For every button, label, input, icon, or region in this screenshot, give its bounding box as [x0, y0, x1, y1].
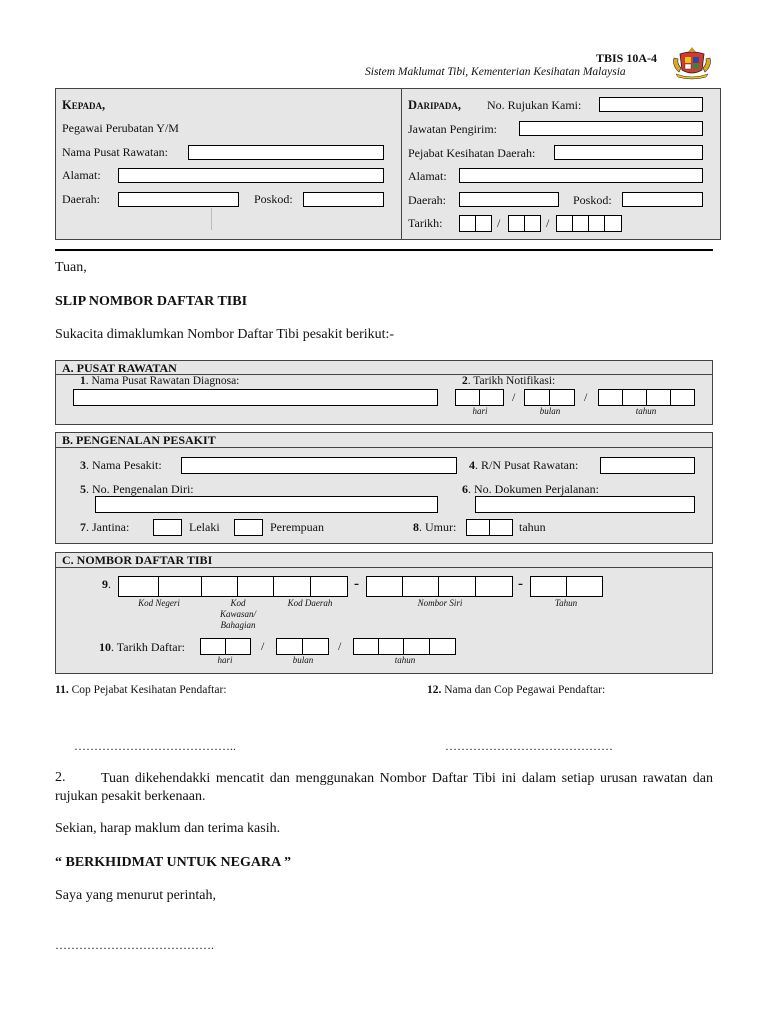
nombor-siri-3[interactable]	[438, 576, 476, 597]
to-daerah-input[interactable]	[118, 192, 239, 207]
to-nama-pusat-input[interactable]	[188, 145, 384, 160]
q11-text: Cop Pejabat Kesihatan Pendaftar:	[68, 684, 227, 696]
q8-number: 8	[413, 520, 419, 534]
form-subtitle: Sistem Maklumat Tibi, Kementerian Kesihatan Malaysia	[365, 66, 626, 78]
kod-negeri-caption: Kod Negeri	[138, 598, 180, 608]
rn-pusat-input[interactable]	[600, 457, 695, 474]
closing-text: Sekian, harap maklum dan terima kasih.	[55, 821, 281, 836]
paragraph-2-text: Tuan dikehendakki mencatit dan menggunakan Nombor Daftar Tibi ini dalam setiap urusan rawatan dan rujukan pesakit berkenaan.	[55, 771, 713, 804]
from-daerah-label: Daerah:	[408, 193, 446, 207]
q4-label	[469, 458, 578, 473]
from-daerah-input[interactable]	[459, 192, 559, 207]
to-daerah-label: Daerah:	[62, 192, 100, 206]
from-pejabat-input[interactable]	[554, 145, 703, 160]
kod-negeri-1[interactable]	[118, 576, 159, 597]
to-poskod-label: Poskod:	[254, 192, 293, 206]
date-slash: /	[338, 639, 342, 653]
from-jawatan-label: Jawatan Pengirim:	[408, 122, 497, 136]
q5-label	[80, 482, 194, 497]
q7-text: . Jantina:	[86, 520, 130, 534]
q8-label	[413, 520, 456, 535]
q5-number: 5	[80, 482, 86, 496]
section-c-title: C. NOMBOR DAFTAR TIBI	[62, 553, 213, 567]
q4-text: . R/N Pusat Rawatan:	[475, 458, 579, 472]
tarikh-year-3[interactable]	[588, 215, 605, 232]
q10-text: . Tarikh Daftar:	[111, 640, 185, 654]
nombor-siri-1[interactable]	[366, 576, 403, 597]
pegawai-signature-line[interactable]: ……………………………………	[445, 739, 613, 753]
daftar-year-3[interactable]	[403, 638, 430, 655]
from-poskod-input[interactable]	[622, 192, 703, 207]
q3-text: . Nama Pesakit:	[86, 458, 162, 472]
kod-kawasan-1[interactable]	[201, 576, 238, 597]
kod-negeri-2[interactable]	[158, 576, 202, 597]
pengenalan-diri-input[interactable]	[95, 496, 438, 513]
motto: “ BERKHIDMAT UNTUK NEGARA ”	[55, 855, 291, 870]
notif-day-1[interactable]	[455, 389, 480, 406]
from-tarikh-label: Tarikh:	[408, 216, 443, 230]
to-nama-pusat-label: Nama Pusat Rawatan:	[62, 145, 168, 159]
salutation: Tuan,	[55, 260, 87, 275]
tarikh-day-2[interactable]	[475, 215, 492, 232]
header-rule	[55, 249, 713, 251]
daftar-year-2[interactable]	[378, 638, 404, 655]
q6-label	[462, 482, 599, 497]
address-panel-divider	[401, 88, 402, 240]
nombor-siri-2[interactable]	[402, 576, 439, 597]
notif-day-2[interactable]	[479, 389, 504, 406]
nombor-siri-caption: Nombor Siri	[417, 598, 463, 608]
daftar-tahun-caption: tahun	[394, 655, 416, 665]
registry-dash: -	[354, 576, 359, 592]
notif-bulan-caption: bulan	[539, 406, 561, 416]
section-a-title: A. PUSAT RAWATAN	[62, 361, 177, 375]
notif-tahun-caption: tahun	[635, 406, 657, 416]
daftar-month-2[interactable]	[302, 638, 329, 655]
perempuan-checkbox[interactable]	[234, 519, 263, 536]
registry-dash: -	[518, 576, 523, 592]
lelaki-checkbox[interactable]	[153, 519, 182, 536]
tarikh-year-2[interactable]	[572, 215, 589, 232]
perempuan-label: Perempuan	[270, 520, 324, 534]
from-rujukan-label: No. Rujukan Kami:	[487, 98, 582, 112]
tahun-caption: Tahun	[554, 598, 578, 608]
daftar-day-2[interactable]	[225, 638, 251, 655]
notif-year-2[interactable]	[622, 389, 647, 406]
notif-year-1[interactable]	[598, 389, 623, 406]
q4-number: 4	[469, 458, 475, 472]
umur-tahun-label: tahun	[519, 520, 546, 534]
to-recipient: Pegawai Perubatan Y/M	[62, 121, 179, 135]
daftar-day-1[interactable]	[200, 638, 226, 655]
daftar-bulan-caption: bulan	[292, 655, 314, 665]
dokumen-perjalanan-input[interactable]	[475, 496, 695, 513]
q11-label	[55, 684, 227, 696]
q1-text: . Nama Pusat Rawatan Diagnosa:	[85, 375, 240, 387]
notif-year-4[interactable]	[670, 389, 695, 406]
daftar-year-4[interactable]	[429, 638, 456, 655]
signoff: Saya yang menurut perintah,	[55, 888, 216, 903]
q5-text: . No. Pengenalan Diri:	[86, 482, 194, 496]
from-alamat-input[interactable]	[459, 168, 703, 183]
q12-label	[427, 684, 605, 696]
kod-daerah-caption: Kod Daerah	[287, 598, 333, 608]
nama-pesakit-input[interactable]	[181, 457, 457, 474]
from-heading: Daripada,	[408, 98, 461, 112]
q3-label	[80, 458, 162, 473]
date-slash: /	[546, 216, 550, 230]
tahun-1[interactable]	[530, 576, 567, 597]
q9-label	[102, 577, 111, 592]
q1-label	[80, 375, 239, 387]
tarikh-year-1[interactable]	[556, 215, 573, 232]
form-code: TBIS 10A-4	[596, 51, 658, 65]
tahun-2[interactable]	[566, 576, 603, 597]
lelaki-label: Lelaki	[189, 520, 220, 534]
notif-hari-caption: hari	[472, 406, 488, 416]
to-poskod-input[interactable]	[303, 192, 384, 207]
kod-kawasan-caption-2: Kawasan/	[219, 609, 256, 619]
kod-daerah-2[interactable]	[310, 576, 348, 597]
kod-kawasan-2[interactable]	[237, 576, 274, 597]
daftar-hari-caption: hari	[217, 655, 233, 665]
paragraph-2-number: 2.	[55, 770, 66, 785]
from-rujukan-input[interactable]	[599, 97, 703, 112]
kod-kawasan-caption-1: Kod	[230, 598, 246, 608]
from-alamat-label: Alamat:	[408, 169, 447, 183]
umur-digit-2[interactable]	[489, 519, 513, 536]
q6-text: . No. Dokumen Perjalanan:	[468, 482, 599, 496]
kod-kawasan-caption-3: Bahagian	[220, 620, 256, 630]
daftar-year-1[interactable]	[353, 638, 379, 655]
q2-text: . Tarikh Notifikasi:	[467, 375, 556, 387]
nama-pusat-diagnosa-input[interactable]	[73, 389, 438, 406]
to-column-guide	[211, 208, 212, 230]
q2-number: 2	[462, 375, 468, 387]
section-b-title: B. PENGENALAN PESAKIT	[62, 433, 216, 447]
q7-number: 7	[80, 520, 86, 534]
tarikh-month-2[interactable]	[524, 215, 541, 232]
to-heading: Kepada,	[62, 98, 106, 112]
notif-month-2[interactable]	[549, 389, 575, 406]
q8-text: . Umur:	[419, 520, 457, 534]
section-c-panel	[55, 552, 713, 674]
q1-number: 1	[80, 375, 86, 387]
from-jawatan-input[interactable]	[519, 121, 703, 136]
q12-number: 12.	[427, 684, 442, 696]
slip-title: SLIP NOMBOR DAFTAR TIBI	[55, 294, 248, 309]
nombor-siri-4[interactable]	[475, 576, 513, 597]
cop-pejabat-signature-line[interactable]: …………………………………..	[74, 739, 236, 753]
q11-number: 11.	[55, 684, 69, 696]
tarikh-year-4[interactable]	[604, 215, 622, 232]
intro-text: Sukacita dimaklumkan Nombor Daftar Tibi pesakit berikut:-	[55, 327, 395, 342]
q9-text: .	[108, 577, 111, 591]
q7-label	[80, 520, 129, 535]
date-slash: /	[584, 390, 588, 404]
to-alamat-input[interactable]	[118, 168, 384, 183]
tarikh-month-1[interactable]	[508, 215, 525, 232]
from-poskod-label: Poskod:	[573, 193, 612, 207]
q12-text: Nama dan Cop Pegawai Pendaftar:	[441, 684, 606, 696]
q3-number: 3	[80, 458, 86, 472]
officer-signature-line[interactable]: ………………………………….	[55, 938, 214, 952]
q2-label	[462, 375, 555, 387]
date-slash: /	[497, 216, 501, 230]
tarikh-day-1[interactable]	[459, 215, 476, 232]
notif-month-1[interactable]	[524, 389, 550, 406]
q9-number: 9	[102, 577, 108, 591]
malaysia-coat-of-arms-icon	[670, 46, 714, 80]
q10-label	[99, 640, 185, 655]
from-pejabat-label: Pejabat Kesihatan Daerah:	[408, 146, 536, 160]
date-slash: /	[261, 639, 265, 653]
kod-daerah-1[interactable]	[273, 576, 311, 597]
q10-number: 10	[99, 640, 111, 654]
q6-number: 6	[462, 482, 468, 496]
date-slash: /	[512, 390, 516, 404]
daftar-month-1[interactable]	[276, 638, 303, 655]
umur-digit-1[interactable]	[466, 519, 490, 536]
to-alamat-label: Alamat:	[62, 168, 101, 182]
notif-year-3[interactable]	[646, 389, 671, 406]
